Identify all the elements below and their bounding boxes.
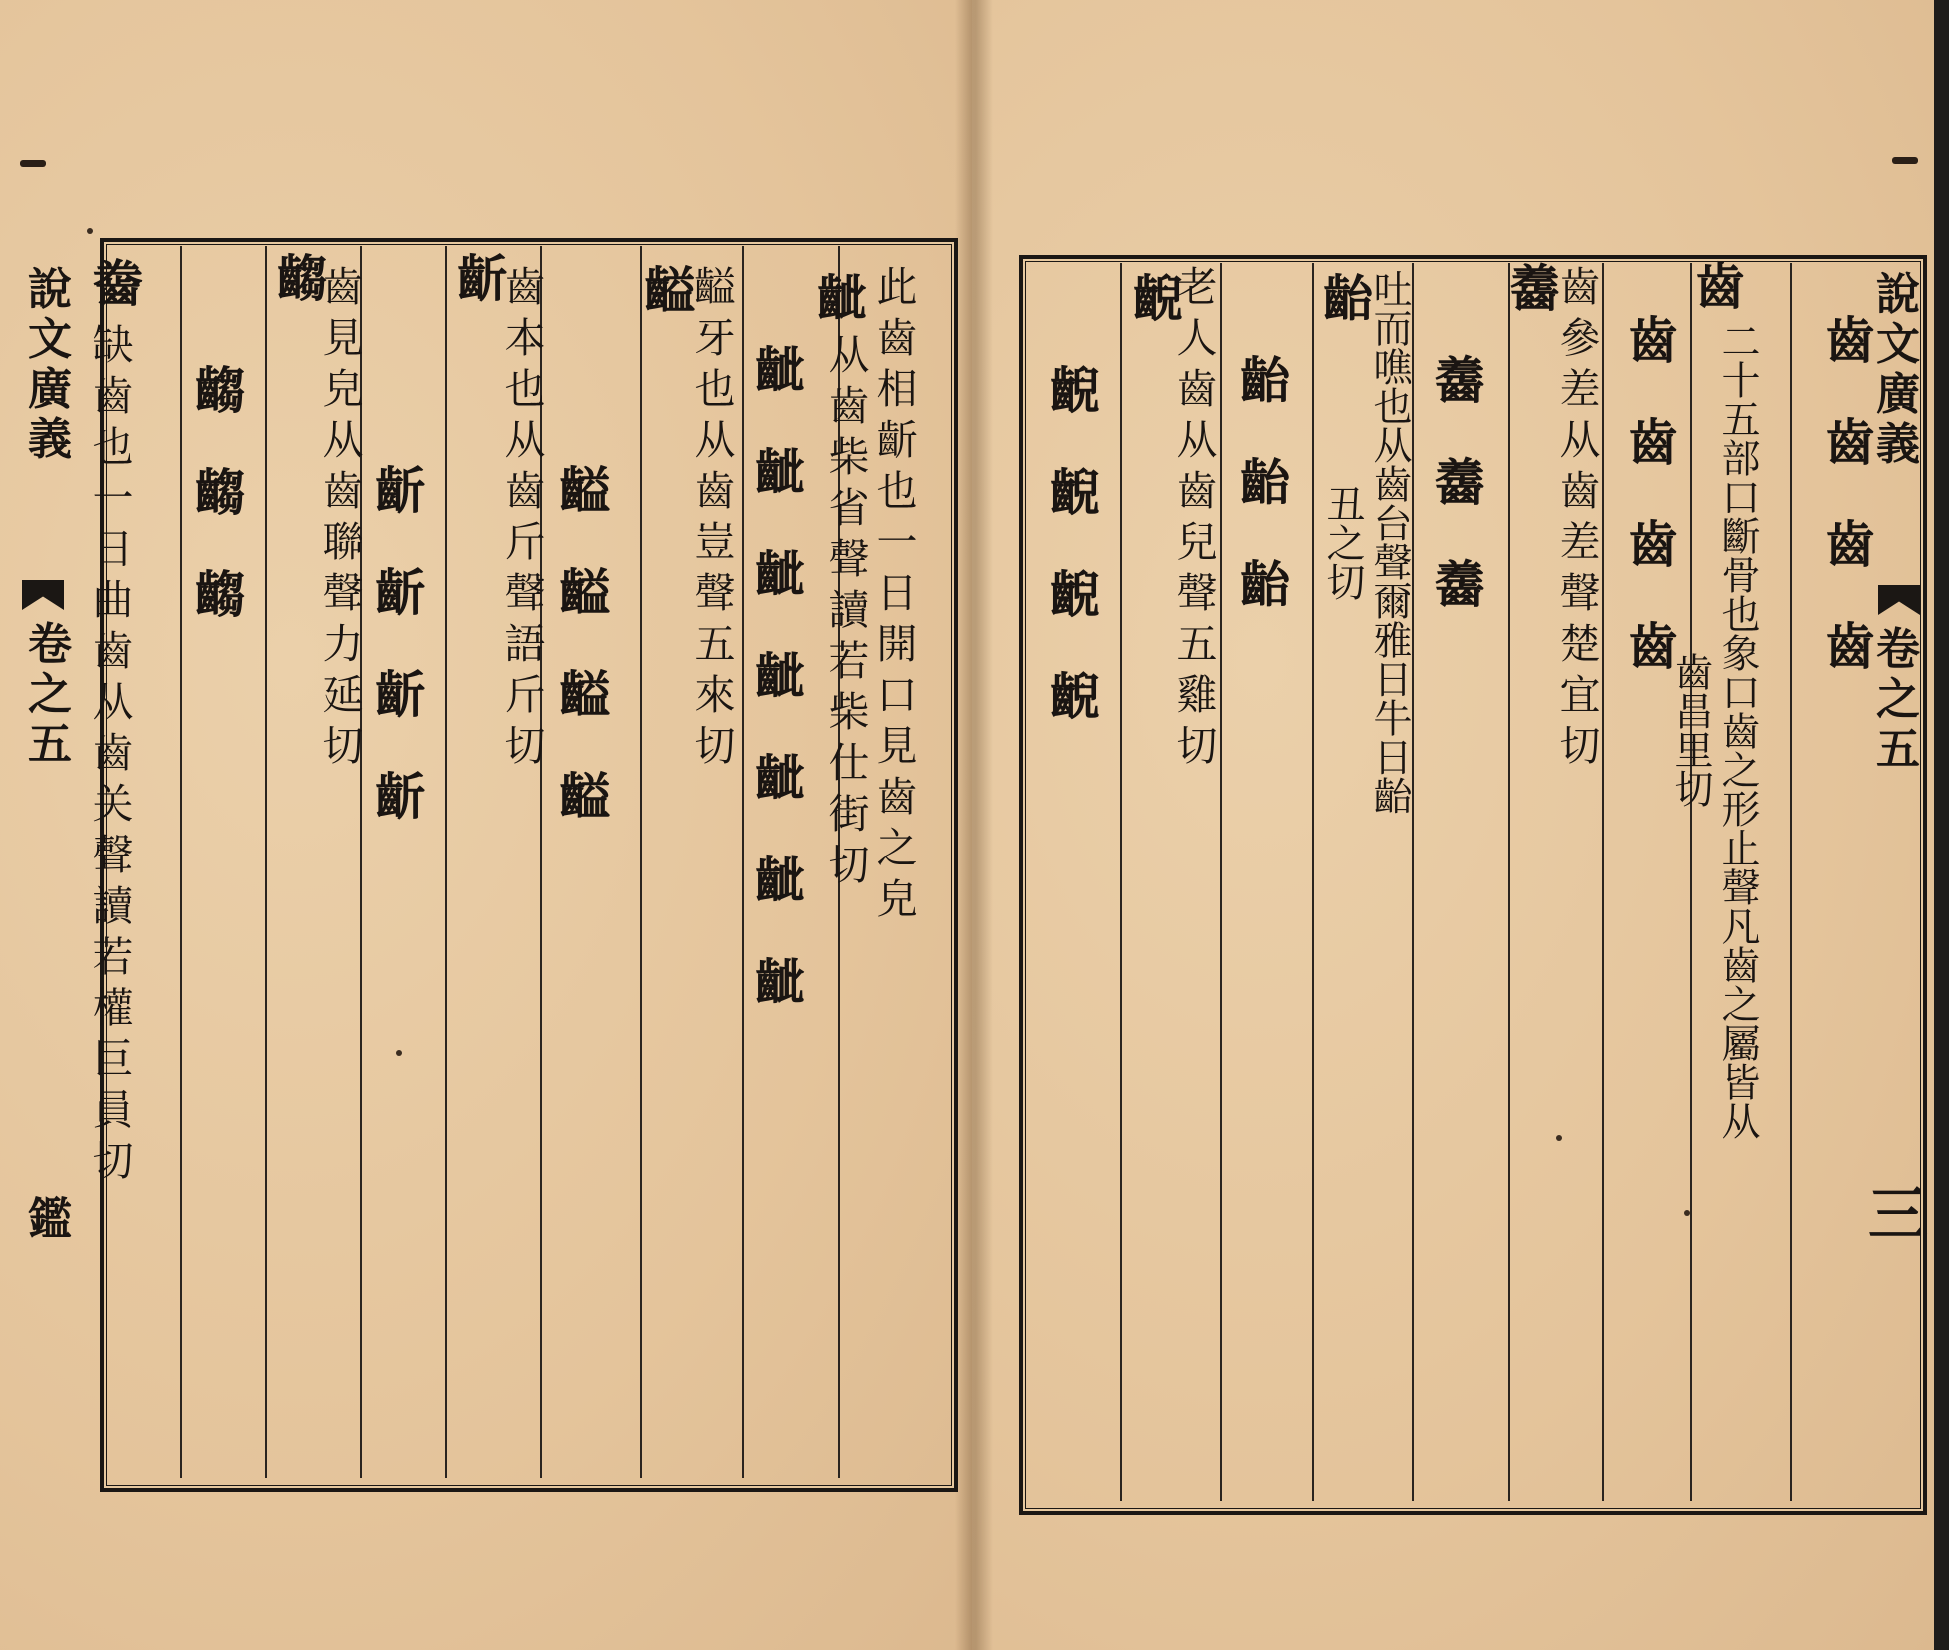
entry-head: 齺 (277, 249, 327, 308)
entry-variants: 齺齺齺 (195, 361, 245, 624)
binding-thread-left (20, 160, 46, 167)
entry-variants: 齗齗齗齗 (375, 461, 425, 826)
right-margin-bottom: 三 (1868, 1180, 1928, 1250)
column-rule (1312, 263, 1314, 1501)
column-rule (640, 246, 642, 1478)
entry-body: 齒本也从齒斤聲語斤切 (504, 263, 546, 770)
entry-head: 齝 (1323, 269, 1373, 328)
left-margin-bottom: 鑑 (28, 1194, 72, 1245)
entry-body: 此齒相齗也一日開口見齒之皃 (876, 263, 918, 923)
entry-variants: 齯齯齯齯 (1050, 361, 1100, 726)
column-rule (1508, 263, 1510, 1501)
column-rule (1120, 263, 1122, 1501)
entry-body: 二十五部口斷骨也象口齒之形止聲凡齒之屬皆从齒昌里切 (1668, 320, 1760, 1140)
entry-body: 缺齒也一日曲齒从齒关聲讀若權巨員切 (92, 321, 134, 1185)
entry-head: 齯 (1133, 269, 1183, 328)
right-margin-volume: 卷之五 (1876, 624, 1920, 775)
column-rule (265, 246, 267, 1478)
entry-variants: 齒齒齒齒 (1628, 311, 1678, 676)
entry-variants: 齜齜齜齜齜齜齜 (755, 341, 805, 1012)
left-margin-volume: 卷之五 (28, 619, 72, 770)
entry-head: 齜 (817, 269, 867, 328)
entry-body: 吐而噍也从齒台聲爾雅日牛日齝丑之切 (1320, 269, 1412, 815)
entry-head: 齹 (1510, 259, 1560, 318)
entry-variants: 齸齸齸齸 (560, 461, 610, 826)
right-margin-title: 說文廣義 (1876, 269, 1920, 470)
column-rule (742, 246, 744, 1478)
binding-thread-right (1892, 157, 1918, 164)
entry-head: 齸 (645, 261, 695, 320)
entry-body: 齒見皃从齒聯聲力延切 (322, 263, 364, 770)
entry-head: 齤 (93, 254, 143, 313)
column-rule (1790, 263, 1792, 1501)
entry-head: 齗 (457, 249, 507, 308)
entry-head: 齒 (1695, 257, 1745, 316)
book-gutter (955, 0, 993, 1650)
entry-body: 从齒柴省聲讀若柴仕街切 (828, 331, 870, 889)
entry-body: 老人齒从齒兒聲五雞切 (1176, 263, 1218, 770)
entry-body: 齒參差从齒差聲楚宜切 (1559, 263, 1601, 770)
left-margin-title: 說文廣義 (28, 264, 72, 465)
column-rule (445, 246, 447, 1478)
book-edge (1934, 0, 1949, 1650)
entry-variants: 齹齹齹 (1435, 351, 1485, 614)
entry-variants: 齒齒齒齒 (1825, 311, 1875, 676)
entry-variants: 齝齝齝 (1240, 351, 1290, 614)
entry-body: 齸牙也从齒豈聲五來切 (694, 263, 736, 770)
wormhole (87, 228, 93, 234)
